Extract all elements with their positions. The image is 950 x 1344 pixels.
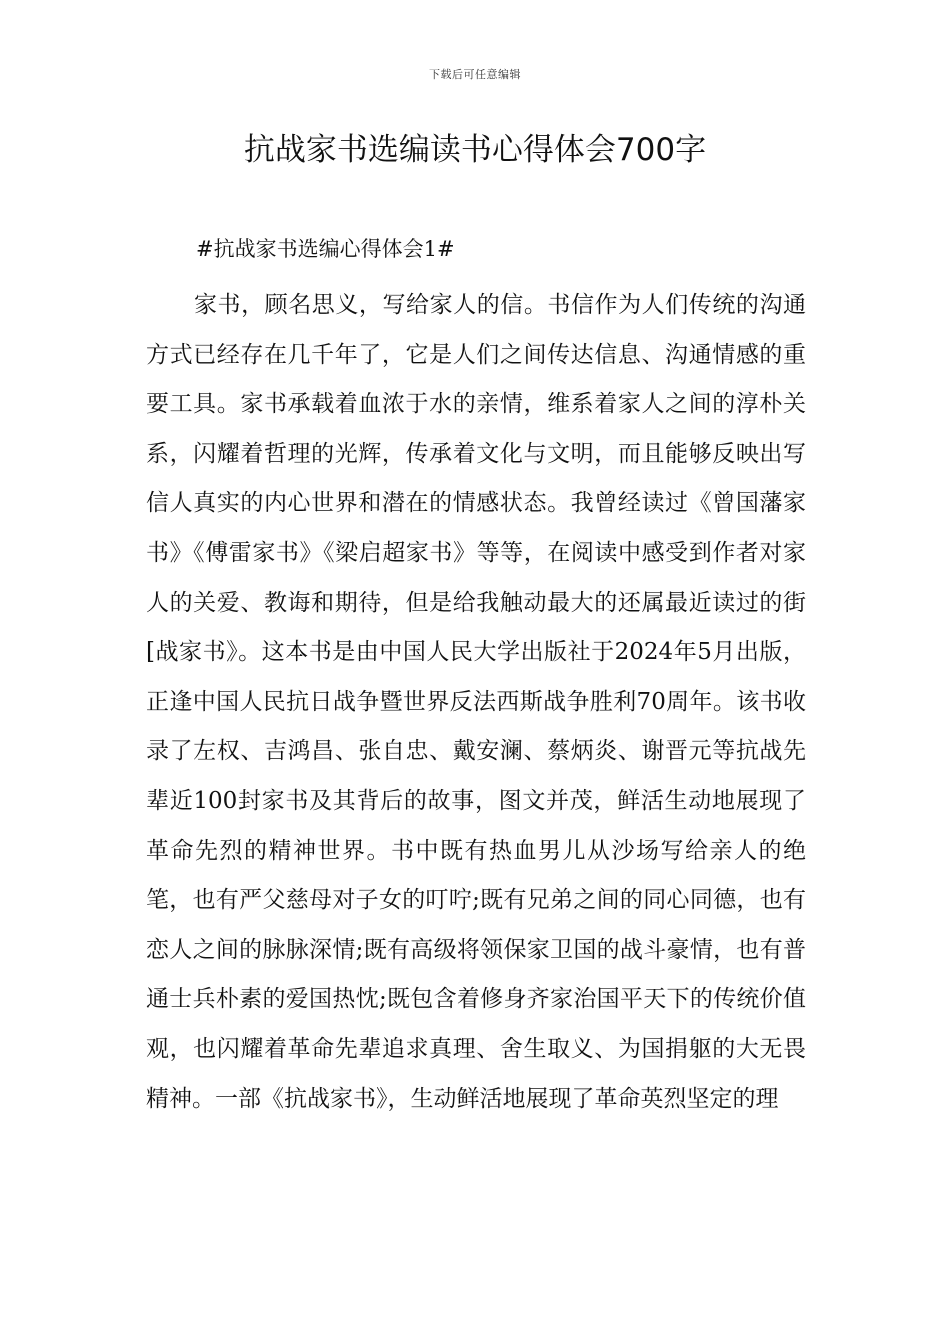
body-paragraph: 家书，顾名思义，写给家人的信。书信作为人们传统的沟通方式已经存在几千年了，它是人们之间传达信息、沟通情感的重要工具。家书承载着血浓于水的亲情，维系着家人之间的淳朴关系，闪耀着哲理的光辉，传承着文化与文明，而且能够反映出写信人真实的内心世界和潜在的情感状态。我曾经读过《曾国藩家书》《傅雷家书》《梁启超家书》等等，在阅读中感受到作者对家人的关爱、教诲和期待，但是给我触动最大的还属最近读过的街[战家书》。这本书是由中国人民大学出版社于2024年5月出版，正逢中国人民抗日战争暨世界反法西斯战争胜利70周年。该书收录了左权、吉鸿昌、张自忠、戴安澜、蔡炳炎、谢晋元等抗战先辈近100封家书及其背后的故事，图文并茂，鲜活生动地展现了革命先烈的精神世界。书中既有热血男儿从沙场写给亲人的绝笔，也有严父慈母对子女的叮咛;既有兄弟之间的同心同德，也有恋人之间的脉脉深情;既有高级将领保家卫国的战斗豪情，也有普通士兵朴素的爱国热忱;既包含着修身齐家治国平天下的传统价值观，也闪耀着革命先辈追求真理、舍生取义、为国捐躯的大无畏精神。一部《抗战家书》，生动鲜活地展现了革命英烈坚定的理 [146, 292, 806, 1112]
header-note: 下载后可任意编辑 [429, 68, 521, 81]
page-title: 抗战家书选编读书心得体会700字 [243, 132, 707, 168]
section-heading: #抗战家书选编心得体会1# [196, 237, 455, 261]
